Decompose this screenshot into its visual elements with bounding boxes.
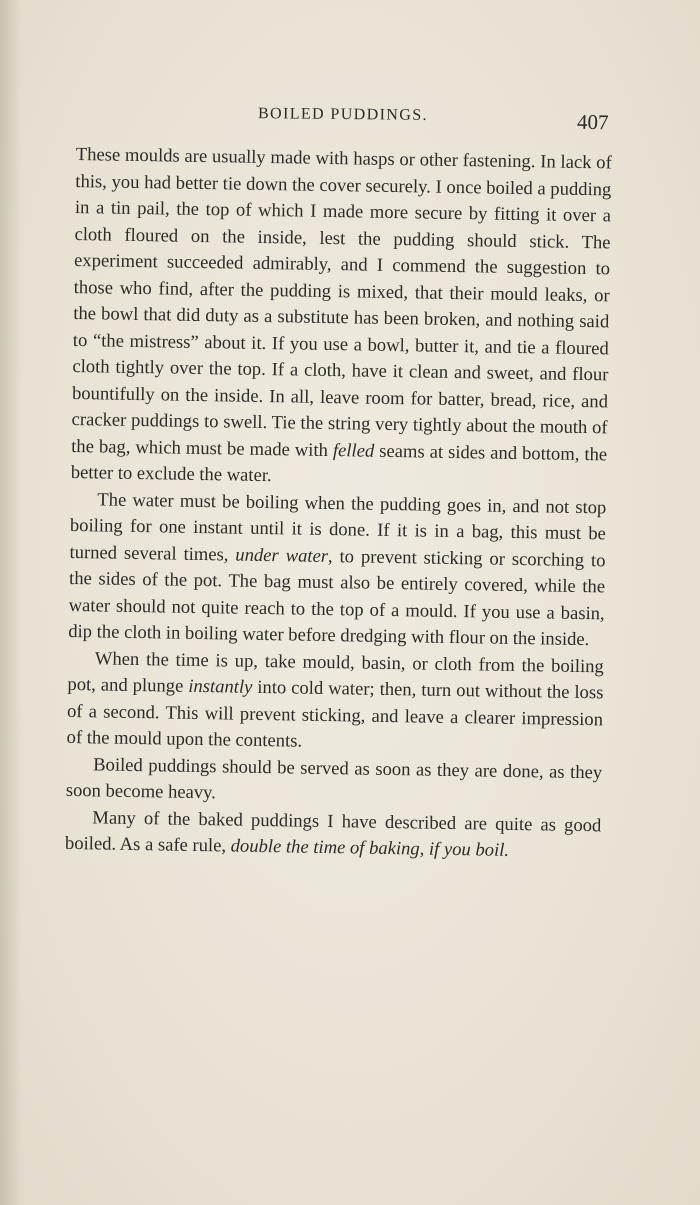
paragraph-text: The water must be boiling when the pudding goes in, and not stop boiling for one instant until it is done. If it is in a bag, this must be turned several times,: [69, 488, 607, 566]
paragraph-text: When the time is up, take mould, basin, or cloth from the boiling pot, and plunge: [67, 647, 604, 697]
paragraph-text: Many of the baked puddings I have described are quite as good boiled. As a safe rule,: [64, 806, 602, 857]
paragraph-text: seams at sides and bottom, the better to exclude the water.: [70, 440, 608, 487]
running-head: [0, 104, 700, 134]
paragraph-text: Boiled puddings should be served as soon as they are done, as they soon become heavy.: [65, 753, 603, 804]
paragraph: [66, 751, 603, 812]
paragraph: [71, 142, 612, 495]
italic-text: under water: [235, 544, 329, 567]
paragraph-text: into cold water; then, turn out without the loss of a second. This will prevent sticking, and leave a clearer impression of the mould upon the contents.: [66, 676, 604, 752]
body-text: [65, 142, 612, 866]
gutter-shadow: [0, 0, 22, 1205]
paragraph: [65, 804, 602, 865]
paragraph-text: These moulds are usually made with hasps or other fastening. In lack of this, you had better tie down the cover securely. I once boiled a pudding in a tin pail, the top of which I made more secure by fitting it over a cloth floured on the inside, lest the pudding should stick. The experiment succeeded admirably, and I commend the suggestion to those who find, after the pudding is mixed, that their mould leaks, or the bowl that did duty as a substitute has been broken, and nothing said to “the mistress” about it. If you use a bowl, butter it, and tie a floured cloth tightly over the top. If a cloth, have it clean and sweet, and flour bountifully on the inside. In all, leave room for batter, bread, rice, and cracker puddings to swell. Tie the string very tightly about the mouth of the bag, which must be made with: [71, 143, 612, 461]
paragraph: [66, 645, 604, 759]
italic-text: instantly: [188, 675, 253, 698]
italic-text: double the time of baking, if you boil.: [230, 835, 510, 861]
italic-text: felled: [332, 439, 375, 462]
page-number: 407: [576, 109, 609, 135]
paragraph: [68, 486, 606, 653]
paragraph-text: , to prevent sticking or scorching to the sides of the pot. The bag must also be entirely covered, while the water should not quite reach to the top of a mould. If you use a basin, dip the cloth in boiling water before dredging with flour on the inside.: [68, 545, 606, 651]
running-title: BOILED PUDDINGS.: [257, 105, 429, 124]
